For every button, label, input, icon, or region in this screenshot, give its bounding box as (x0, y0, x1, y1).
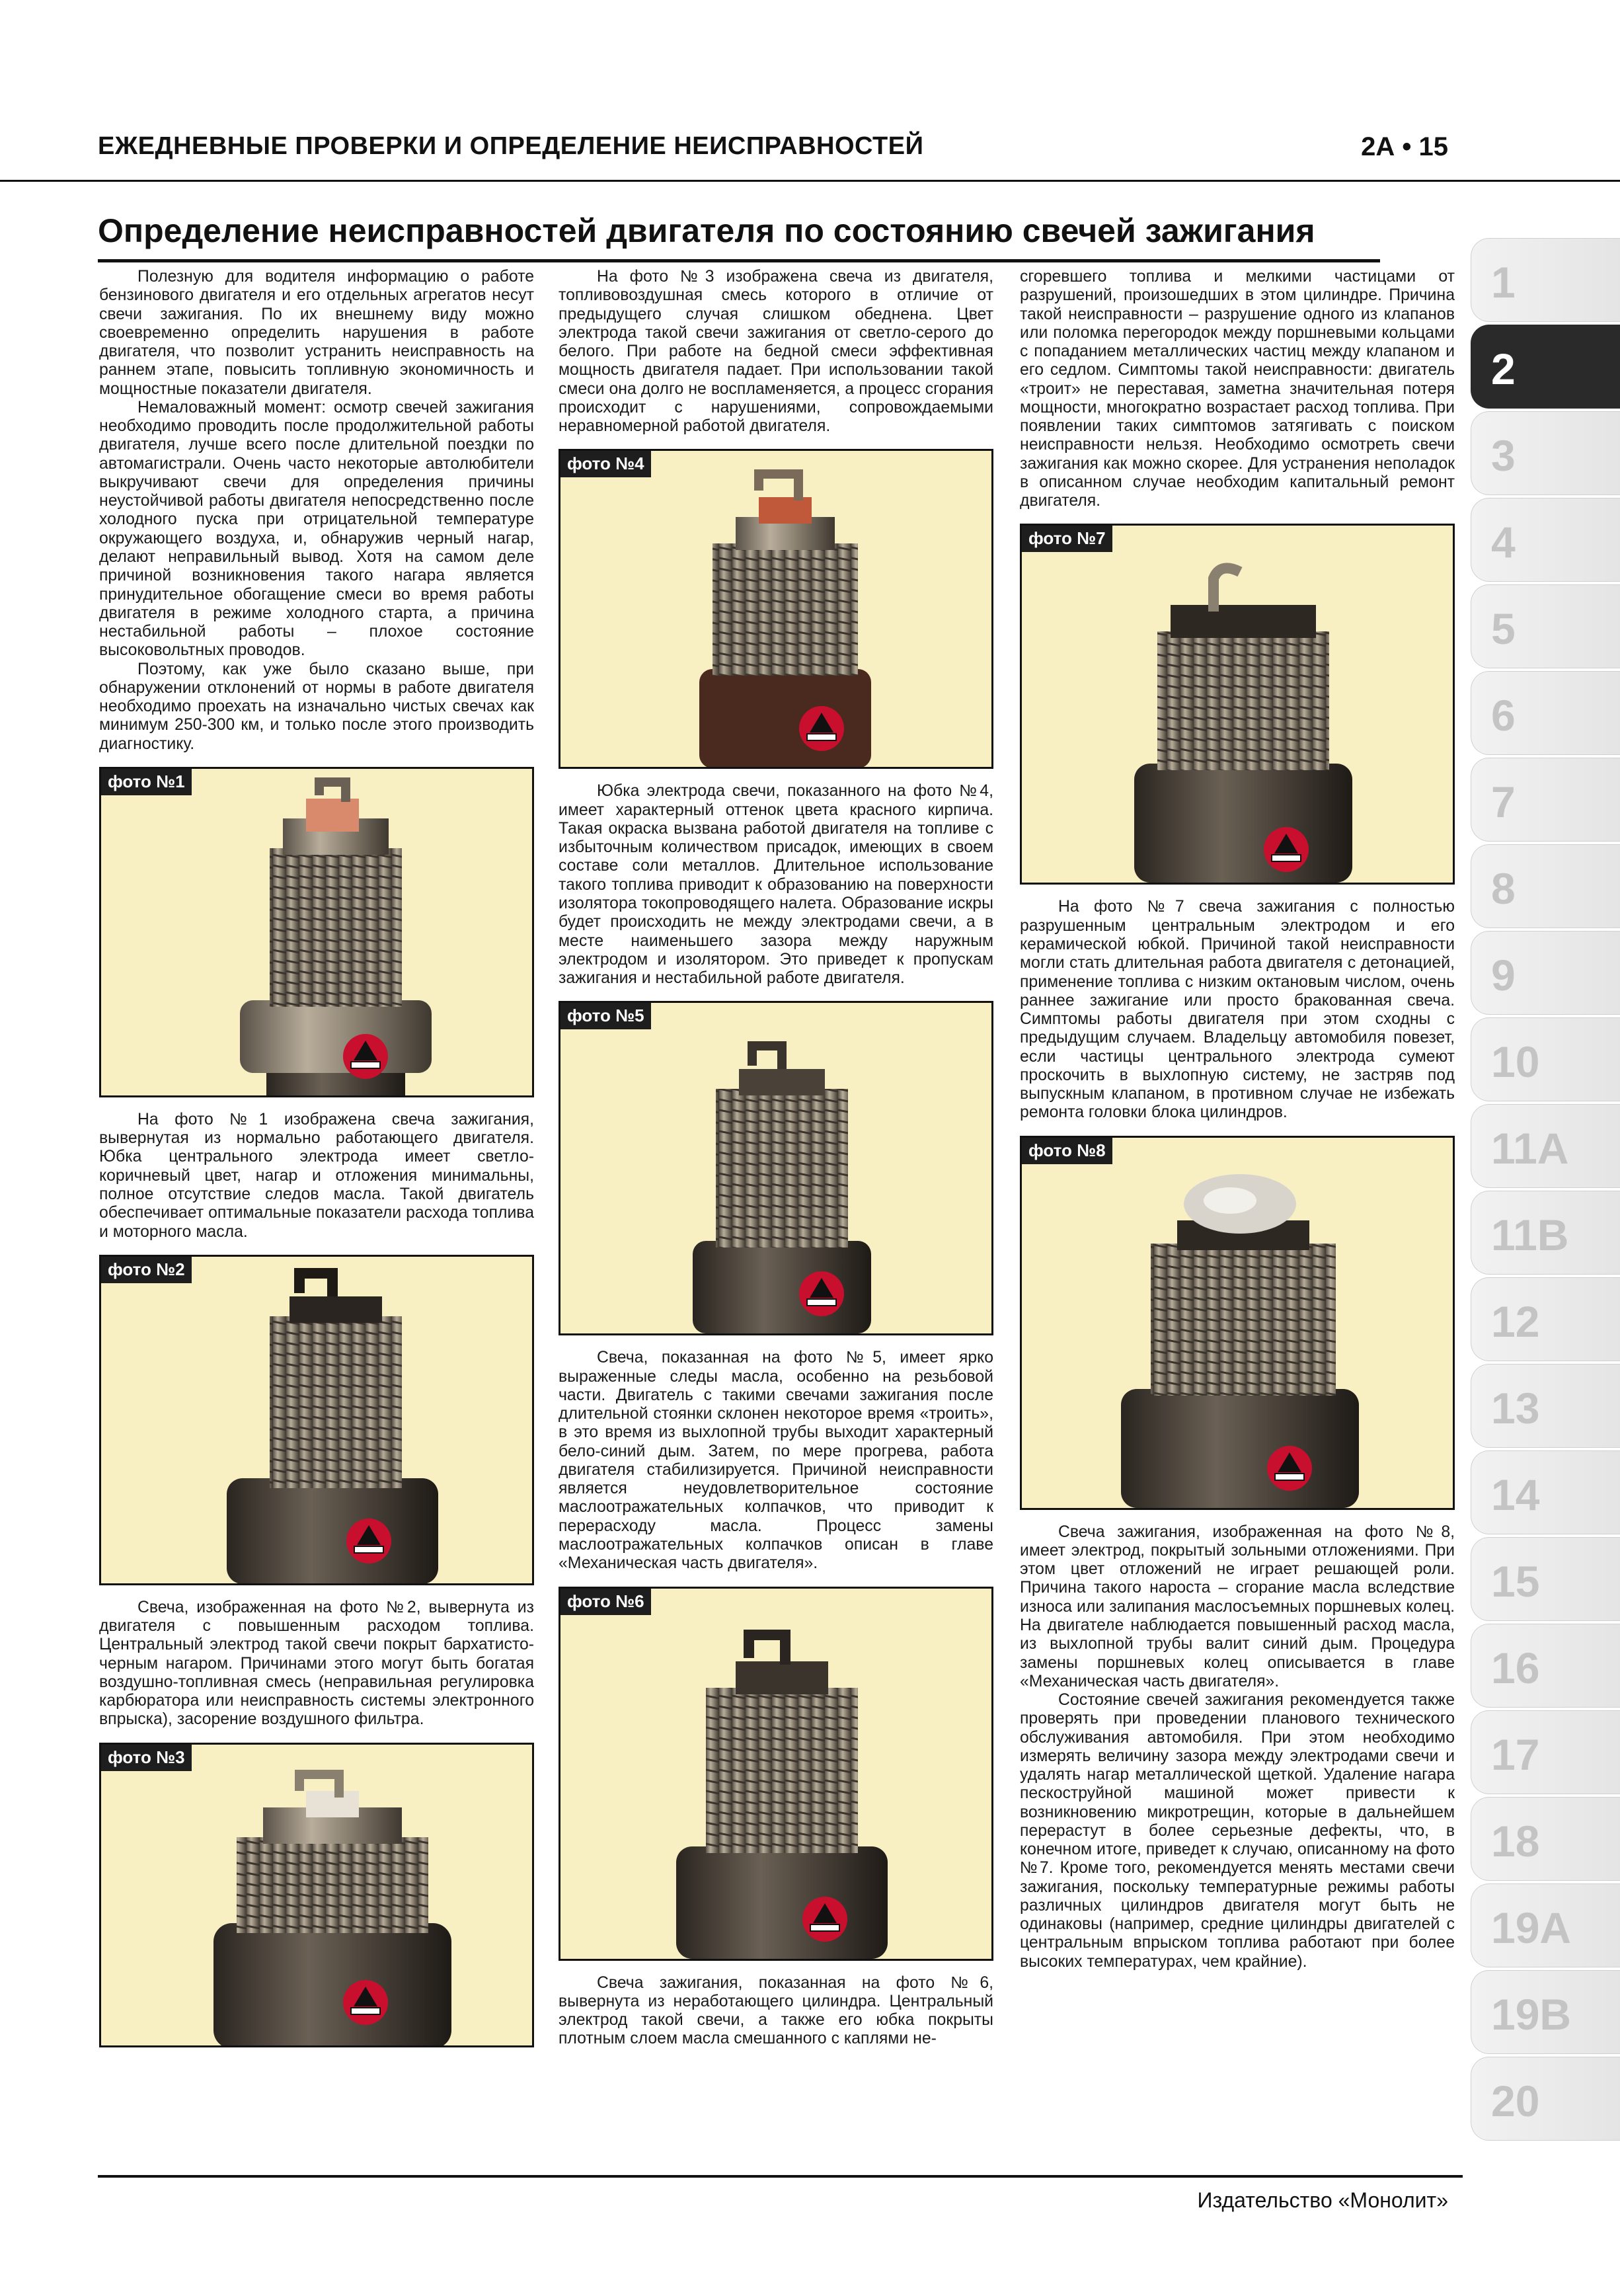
paragraph: Состояние свечей зажигания рекомендуется также проверять при проведении планового технического обслуживания автомобиля. При этом необходимо измерять величину зазора между электродами свечи и удалять нагар металлической щеткой. Удаление нагара пескоструйной машиной может привести к возникновению микротрещин, которые в дальнейшем перерастут в более серьезные дефекты, что, в конечном итоге, приведет к случаю, описанному на фото №7. Кроме того, рекомендуется менять местами свечи зажигания, поскольку температурные режимы работы различных цилиндров двигателя могут быть не одинаковы (например, средние цилиндры двигателей с центральным впрыском топлива работают при более высоких температурах, чем крайние). (1020, 1691, 1455, 1971)
chapter-tab-label: 17 (1491, 1730, 1540, 1779)
spark-plug-image (1022, 526, 1453, 883)
spark-plug-image (560, 451, 991, 767)
footer-rule (98, 2175, 1463, 2178)
chapter-tab-12[interactable] (1471, 1277, 1620, 1361)
chapter-tab-label: 19A (1491, 1903, 1572, 1952)
chapter-tab-label: 12 (1491, 1297, 1540, 1346)
column-1 (99, 268, 534, 2061)
article-title: Определение неисправностей двигателя по состоянию свечей зажигания (98, 212, 1315, 249)
chapter-tab-16[interactable] (1471, 1624, 1620, 1708)
spark-plug-image (101, 1745, 532, 2045)
column-2 (559, 268, 993, 2049)
chapter-tab-3[interactable] (1471, 411, 1620, 495)
photo-2 (99, 1255, 534, 1585)
spark-plug-image (101, 1257, 532, 1583)
photo-6 (559, 1587, 993, 1961)
paragraph: На фото №1 изображена свеча зажигания, вывернутая из нормально работающего двигателя. Юбка центрального электрода имеет светло-коричневый цвет, нагар и отложения минимальны, полное отсутствие следов масла. Такой двигатель обеспечивает оптимальные показатели расхода топлива и моторного масла. (99, 1110, 534, 1241)
photo-label: фото №1 (101, 769, 192, 795)
paragraph: Свеча, изображенная на фото №2, вывернута из двигателя с повышенным расходом топлива. Центральный электрод такой свечи покрыт бархатисто-черным нагаром. Причинами этого могут быть богатая воздушно-топливная смесь (неправильная регулировка карбюратора или неисправность системы электронного впрыска), засорение воздушного фильтра. (99, 1598, 534, 1729)
chapter-tab-label: 5 (1491, 604, 1516, 653)
chapter-tab-label: 11A (1491, 1124, 1569, 1173)
photo-5 (559, 1001, 993, 1335)
photo-label: фото №3 (101, 1745, 192, 1771)
chapter-tab-4[interactable] (1471, 498, 1620, 582)
chapter-tab-19b[interactable] (1471, 1970, 1620, 2054)
chapter-tab-label: 19B (1491, 1990, 1572, 2039)
chapter-tab-15[interactable] (1471, 1537, 1620, 1621)
paragraph: Свеча зажигания, изображенная на фото №8, имеет электрод, покрытый зольными отложениями. При этом цвет отложений не играет решающей роли. Причина такого нароста – сгорание масла вследствие износа или залипания маслосъемных поршневых колец. На двигателе наблюдается повышенный расход масла, из выхлопной трубы валит синий дым. Процедура замены поршневых колец описывается в главе «Механическая часть двигателя». (1020, 1523, 1455, 1690)
paragraph: Немаловажный момент: осмотр свечей зажигания необходимо проводить после продолжительной работы двигателя, лучше всего после длительной поездки по автомагистрали. Очень часто некоторые автолюбители выкручивают свечи для определения причины неустойчивой работы двигателя непосредственно после холодного пуска при отрицательной температуре окружающего воздуха, и, обнаружив черный нагар, делают неправильный вывод. Хотя на самом деле причиной возникновения такого нагара является принудительное обогащение смеси во время работы двигателя в режиме холодного старта, а причина нестабильной работы – плохое состояние высоковольтных проводов. (99, 398, 534, 660)
photo-label: фото №5 (560, 1003, 651, 1029)
photo-7 (1020, 524, 1455, 885)
paragraph: Полезную для водителя информацию о работе бензинового двигателя и его отдельных агрегатов несут свечи зажигания. По их внешнему виду можно своевременно определить нарушения в работе двигателя, что позволит устранить неисправность на раннем этапе, повысить топливную экономичность и мощностные показатели двигателя. (99, 268, 534, 398)
column-3 (1020, 268, 1455, 1971)
page-number: 2А • 15 (1361, 132, 1448, 161)
chapter-tab-11b[interactable] (1471, 1191, 1620, 1275)
paragraph: Юбка электрода свечи, показанного на фото №4, имеет характерный оттенок цвета красного кирпича. Такая окраска вызвана работой двигателя на топливе с избыточным количеством присадок, имеющих в своем составе соли металлов. Длительное использование такого топлива приводит к образованию на поверхности изолятора токопроводящего налета. Образование искры будет происходить не между электродами свечи, а в месте наименьшего зазора между наружным электродом и изолятором. Это приведет к пропускам зажигания и нестабильной работе двигателя. (559, 782, 993, 988)
paragraph: На фото №3 изображена свеча из двигателя, топливовоздушная смесь которого в отличие от предыдущего случая слишком обеднена. Цвет электрода такой свечи зажигания от светло-серого до белого. При работе на бедной смеси эффективная мощность двигателя падает. При использовании такой смеси она долго не воспламеняется, а процесс сгорания происходит с нарушениями, сопровождаемыми неравномерной работой двигателя. (559, 268, 993, 436)
paragraph: Свеча, показанная на фото №5, имеет ярко выраженные следы масла, особенно на резьбовой части. Двигатель с такими свечами зажигания после длительной стоянки склонен некоторое время «троить», в это время из выхлопной трубы выходит характерный бело-синий дым. Затем, по мере прогрева, работа двигателя стабилизируется. Причиной неисправности является неудовлетворительное состояние маслоотражательных колпачков, что приводит к перерасходу масла. Процесс замены маслоотражательных колпачков описан в главе «Механическая часть двигателя». (559, 1349, 993, 1573)
chapter-tab-label: 16 (1491, 1643, 1540, 1692)
chapter-tab-label: 18 (1491, 1817, 1540, 1866)
paragraph: сгоревшего топлива и мелкими частицами от разрушений, произошедших в этом цилиндре. Причина такой неисправности – разрушение одного из клапанов или поломка перегородок между поршневыми кольцами с попаданием металлических частиц между клапаном и его седлом. Симптомы такой неисправности: двигатель «троит» не переставая, заметна значительная потеря мощности, многократно возрастает расход топлива. При появлении таких симптомов затягивать с поиском неисправности нельзя. Необходимо осмотреть свечи зажигания как можно скорее. Для устранения неполадок в описанном случае необходим капитальный ремонт двигателя. (1020, 268, 1455, 510)
photo-4 (559, 449, 993, 769)
chapter-tab-label: 13 (1491, 1384, 1540, 1433)
chapter-tabs (1471, 238, 1620, 2143)
photo-label: фото №8 (1022, 1138, 1112, 1164)
chapter-tab-13[interactable] (1471, 1364, 1620, 1448)
spark-plug-image (1022, 1138, 1453, 1508)
running-header-title: ЕЖЕДНЕВНЫЕ ПРОВЕРКИ И ОПРЕДЕЛЕНИЕ НЕИСПРАВНОСТЕЙ (98, 132, 924, 160)
photo-label: фото №4 (560, 451, 651, 477)
chapter-tab-9[interactable] (1471, 931, 1620, 1015)
photo-label: фото №6 (560, 1589, 651, 1615)
paragraph: Поэтому, как уже было сказано выше, при обнаружении отклонений от нормы в работе двигателя необходимо проехать на изначально чистых свечах как минимум 250-300 км, и только после этого производить диагностику. (99, 660, 534, 753)
chapter-tab-8[interactable] (1471, 844, 1620, 928)
chapter-tab-label: 15 (1491, 1557, 1540, 1606)
photo-1 (99, 767, 534, 1097)
chapter-tab-label: 14 (1491, 1470, 1540, 1519)
chapter-tab-label: 20 (1491, 2077, 1540, 2125)
publisher-footer: Издательство «Монолит» (1197, 2188, 1448, 2212)
chapter-tab-label: 1 (1491, 258, 1516, 307)
photo-3 (99, 1743, 534, 2047)
chapter-tab-5[interactable] (1471, 584, 1620, 668)
chapter-tab-2[interactable] (1471, 325, 1620, 409)
photo-label: фото №7 (1022, 526, 1112, 552)
chapter-tab-18[interactable] (1471, 1797, 1620, 1881)
chapter-tab-label: 10 (1491, 1037, 1540, 1086)
spark-plug-image (560, 1589, 991, 1959)
chapter-tab-7[interactable] (1471, 758, 1620, 842)
photo-label: фото №2 (101, 1257, 192, 1283)
photo-8 (1020, 1136, 1455, 1510)
title-rule (98, 259, 1380, 262)
chapter-tab-17[interactable] (1471, 1710, 1620, 1794)
chapter-tab-10[interactable] (1471, 1017, 1620, 1101)
chapter-tab-label: 8 (1491, 864, 1516, 913)
paragraph: На фото №7 свеча зажигания с полностью разрушенным центральным электродом и его керамической юбкой. Причиной такой неисправности могли стать длительная работа двигателя с детонацией, применение топлива с низким октановым числом, очень раннее зажигание или просто бракованная свеча. Симптомы работы двигателя при этом сходны с предыдущим случаем. Владельцу автомобиля повезет, если частицы центрального электрода сумеют проскочить в выхлопную систему, не застряв под выпускным клапаном, в противном случае не избежать ремонта головки блока цилиндров. (1020, 898, 1455, 1122)
chapter-tab-label: 6 (1491, 691, 1516, 740)
chapter-tab-1[interactable] (1471, 238, 1620, 322)
chapter-tab-6[interactable] (1471, 671, 1620, 755)
chapter-tab-label: 4 (1491, 518, 1516, 567)
spark-plug-image (101, 769, 532, 1095)
header-rule (0, 180, 1620, 182)
paragraph: Свеча зажигания, показанная на фото №6, вывернута из неработающего цилиндра. Центральный электрод такой свечи, а также его юбка покрыты плотным слоем масла смешанного с каплями не- (559, 1973, 993, 2048)
chapter-tab-label: 7 (1491, 777, 1516, 826)
chapter-tab-label: 11B (1491, 1210, 1569, 1259)
chapter-tab-19a[interactable] (1471, 1883, 1620, 1967)
chapter-tab-20[interactable] (1471, 2057, 1620, 2141)
chapter-tab-label: 9 (1491, 951, 1516, 1000)
chapter-tab-label: 3 (1491, 431, 1516, 480)
chapter-tab-label: 2 (1491, 344, 1516, 393)
spark-plug-image (560, 1003, 991, 1333)
chapter-tab-11a[interactable] (1471, 1104, 1620, 1188)
chapter-tab-14[interactable] (1471, 1450, 1620, 1534)
